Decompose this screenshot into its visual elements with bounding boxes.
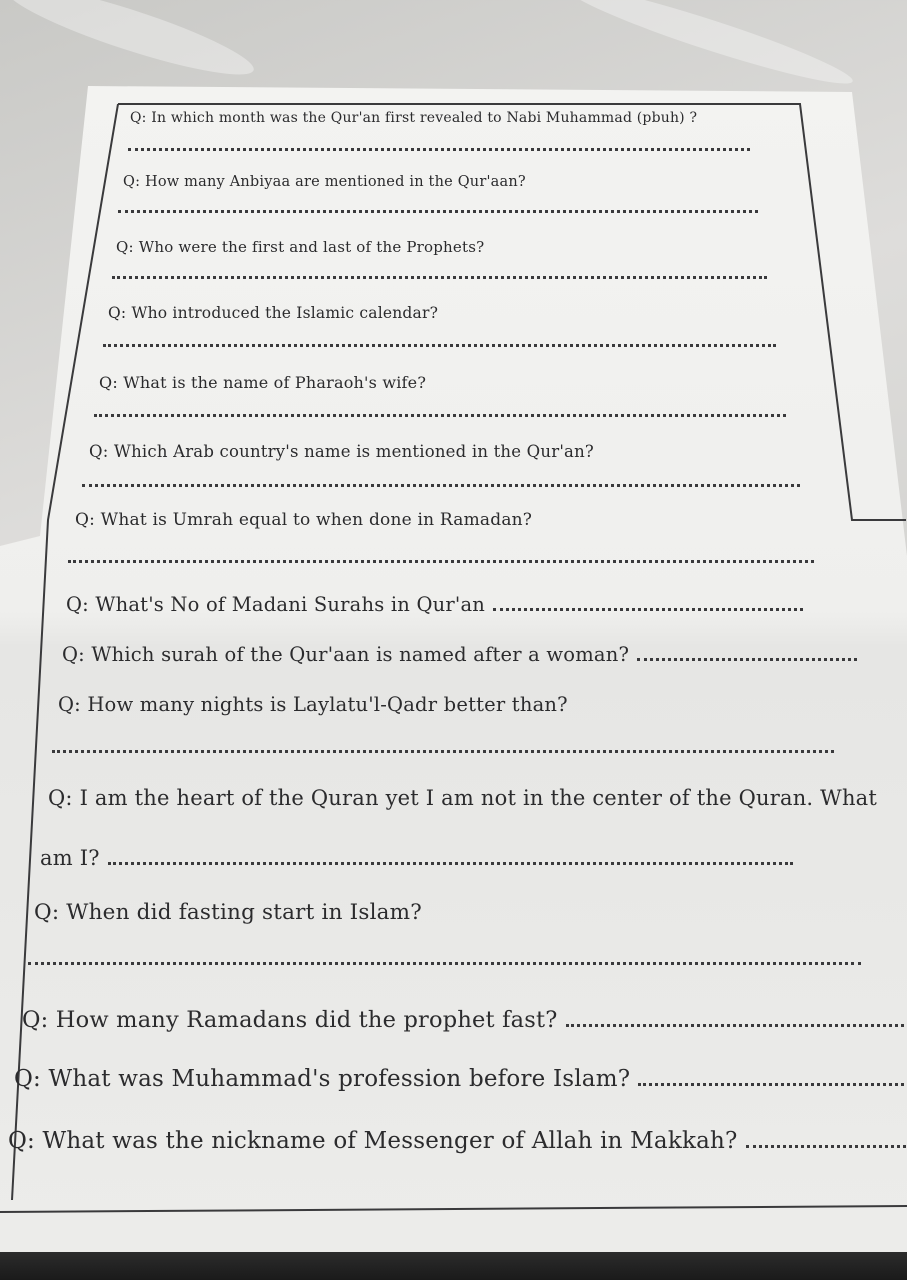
answer-line-15[interactable] (746, 1145, 907, 1148)
question-11: Q: I am the heart of the Quran yet I am not in the center of the Quran. What (48, 786, 878, 810)
question-11-text2: am I? (40, 846, 100, 870)
question-6: Q: Which Arab country's name is mentioned in the Qur'an? (89, 442, 594, 461)
question-14-text: Q: What was Muhammad's profession before Islam? (14, 1066, 631, 1092)
answer-line-6[interactable] (82, 484, 800, 487)
question-8 (66, 593, 803, 616)
question-9-text: Q: Which surah of the Qur'aan is named after a woman? (62, 643, 630, 666)
question-12: Q: When did fasting start in Islam? (34, 900, 422, 925)
answer-line-11[interactable] (108, 862, 793, 865)
question-14 (14, 1066, 907, 1092)
table-edge-shadow (0, 1252, 907, 1280)
question-4: Q: Who introduced the Islamic calendar? (108, 304, 439, 322)
answer-line-10[interactable] (52, 750, 834, 753)
question-10: Q: How many nights is Laylatu'l-Qadr better than? (58, 693, 568, 716)
question-2: Q: How many Anbiyaa are mentioned in the Qur'aan? (123, 174, 526, 190)
question-13-text: Q: How many Ramadans did the prophet fast? (22, 1007, 558, 1033)
answer-line-5[interactable] (94, 414, 786, 417)
answer-line-13[interactable] (566, 1024, 907, 1027)
question-15-text: Q: What was the nickname of Messenger of Allah in Makkah? (8, 1128, 738, 1154)
background-streak (563, 0, 858, 96)
question-5: Q: What is the name of Pharaoh's wife? (99, 373, 427, 392)
answer-line-1[interactable] (128, 148, 750, 151)
question-9 (62, 643, 857, 666)
question-15 (8, 1128, 907, 1154)
answer-line-3[interactable] (112, 276, 767, 279)
answer-line-8[interactable] (493, 608, 803, 611)
question-3: Q: Who were the first and last of the Prophets? (116, 238, 485, 256)
question-13 (22, 1007, 907, 1033)
answer-line-14[interactable] (638, 1083, 907, 1086)
question-1: Q: In which month was the Qur'an first revealed to Nabi Muhammad (pbuh) ? (130, 110, 698, 126)
answer-line-2[interactable] (118, 210, 758, 213)
answer-line-7[interactable] (68, 560, 814, 563)
background-streak (0, 0, 260, 89)
answer-line-12[interactable] (28, 962, 861, 965)
question-11-continued (40, 846, 793, 870)
question-7: Q: What is Umrah equal to when done in Ramadan? (75, 510, 533, 530)
answer-line-4[interactable] (103, 344, 776, 347)
answer-line-9[interactable] (637, 658, 857, 661)
question-8-text: Q: What's No of Madani Surahs in Qur'an (66, 593, 486, 616)
